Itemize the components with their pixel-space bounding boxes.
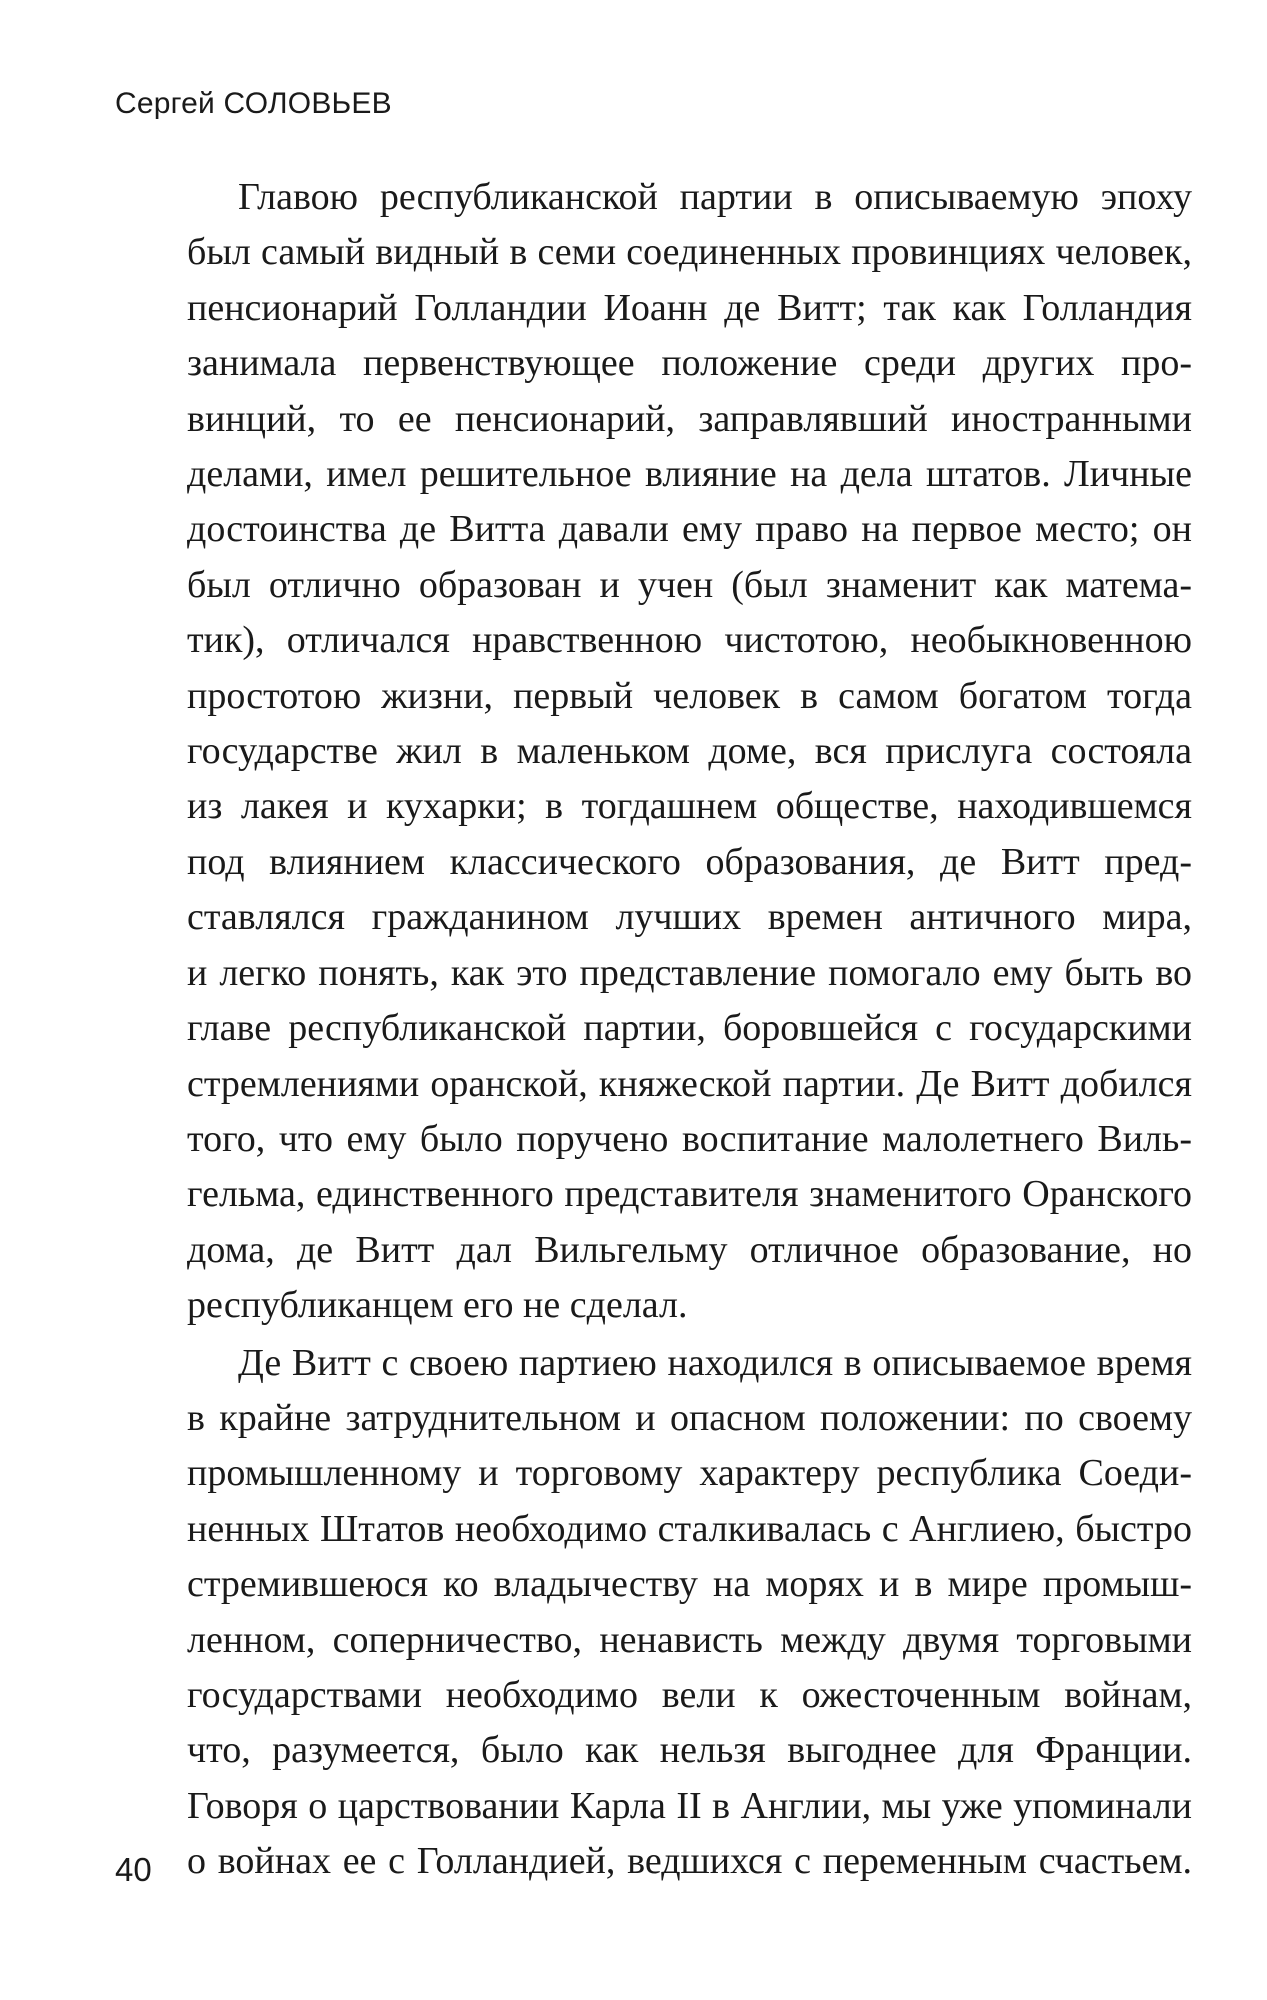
text-line: простотою жизни, первый человек в самом богатом тогда bbox=[187, 674, 1192, 717]
text-line: гельма, единственного представителя знаменитого Оранского bbox=[187, 1173, 1192, 1216]
text-line: был самый видный в семи соединенных провинциях человек, bbox=[187, 231, 1192, 274]
text-line: делами, имел решительное влияние на дела штатов. Личные bbox=[187, 453, 1192, 496]
text-line: из лакея и кухарки; в тогдашнем обществе, находившемся bbox=[187, 785, 1192, 828]
page-number: 40 bbox=[115, 1851, 152, 1888]
text-line: что, разумеется, было как нельзя выгоднее для Франции. bbox=[187, 1729, 1192, 1772]
paragraph-2 bbox=[187, 1336, 1192, 1890]
text-line: ненных Штатов необходимо сталкивалась с Англиею, быстро bbox=[187, 1507, 1192, 1550]
text-line: стремившеюся ко владычеству на морях и в мире промыш- bbox=[187, 1563, 1192, 1606]
text-line: ленном, соперничество, ненависть между двумя торговыми bbox=[187, 1618, 1192, 1661]
text-line: занимала первенствующее положение среди других про- bbox=[187, 342, 1192, 385]
text-line: ставлялся гражданином лучших времен античного мира, bbox=[187, 896, 1192, 939]
text-line: тик), отличался нравственною чистотою, необыкновенною bbox=[187, 619, 1192, 662]
text-line: государстве жил в маленьком доме, вся прислуга состояла bbox=[187, 730, 1192, 773]
paragraph-1 bbox=[187, 170, 1192, 1334]
text-line: стремлениями оранской, княжеской партии. Де Витт добился bbox=[187, 1062, 1192, 1105]
text-line: главе республиканской партии, боровшейся с государскими bbox=[187, 1007, 1192, 1050]
text-line: о войнах ее с Голландией, ведшихся с переменным счастьем. bbox=[187, 1840, 1192, 1883]
text-line: государствами необходимо вели к ожесточенным войнам, bbox=[187, 1673, 1192, 1716]
text-line: пенсионарий Голландии Иоанн де Витт; так как Голландия bbox=[187, 286, 1192, 329]
text-line: Главою республиканской партии в описываемую эпоху bbox=[238, 176, 1192, 218]
text-line: промышленному и торговому характеру республика Соеди- bbox=[187, 1452, 1192, 1495]
text-line: дома, де Витт дал Вильгельму отличное образование, но bbox=[187, 1228, 1192, 1271]
text-line: достоинства де Витта давали ему право на первое место; он bbox=[187, 508, 1192, 551]
text-line: и легко понять, как это представление помогало ему быть во bbox=[187, 951, 1192, 994]
text-line: того, что ему было поручено воспитание малолетнего Виль- bbox=[187, 1117, 1192, 1160]
text-line: под влиянием классического образования, де Витт пред- bbox=[187, 840, 1192, 883]
text-line: был отлично образован и учен (был знаменит как матема- bbox=[187, 563, 1192, 606]
text-line: винций, то ее пенсионарий, заправлявший иностранными bbox=[187, 397, 1192, 440]
text-line: Говоря о царствовании Карла II в Англии, мы уже упоминали bbox=[187, 1784, 1192, 1827]
text-line: Де Витт с своею партиею находился в описываемое время bbox=[238, 1341, 1192, 1384]
text-line: в крайне затруднительном и опасном положении: по своему bbox=[187, 1396, 1192, 1439]
running-head: Сергей СОЛОВЬЕВ bbox=[115, 87, 392, 120]
body-text bbox=[187, 170, 1192, 1890]
text-line: республиканцем его не сделал. bbox=[187, 1284, 688, 1327]
